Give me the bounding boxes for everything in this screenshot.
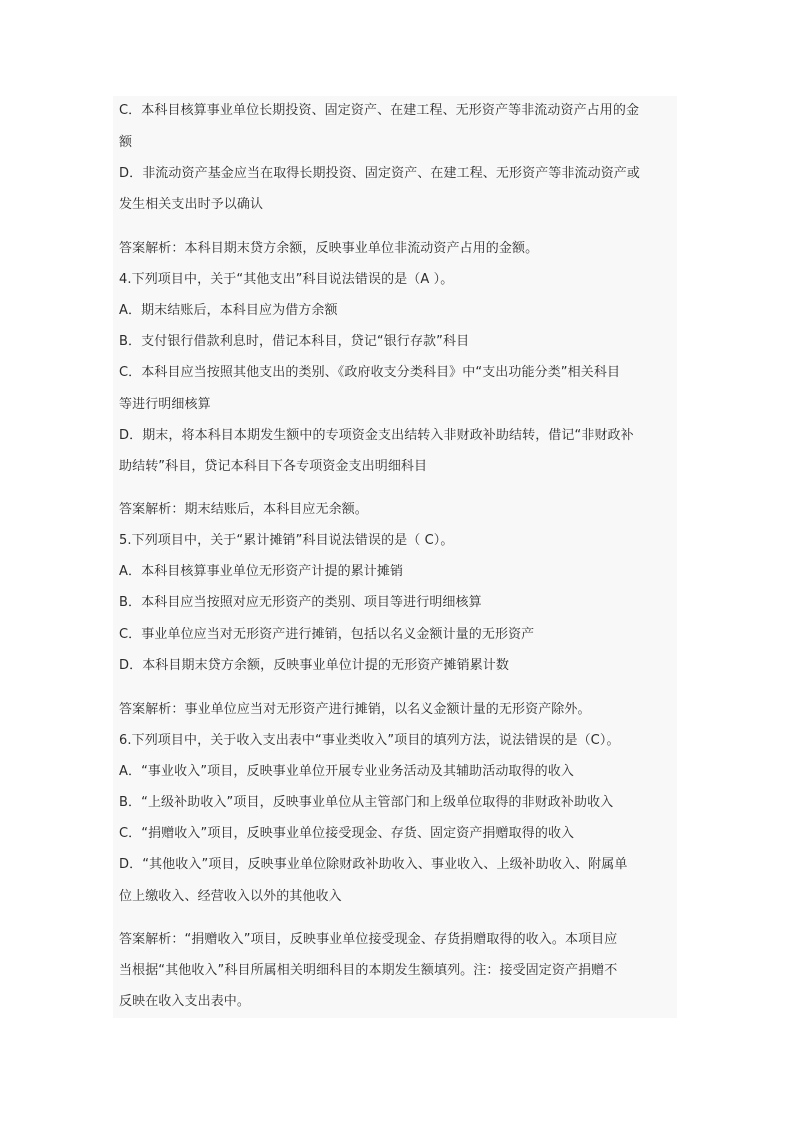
q6-option-b: B．“上级补助收入”项目，反映事业单位从主管部门和上级单位取得的非财政补助收入 bbox=[119, 795, 614, 810]
answer-analysis-5: 答案解析：事业单位应当对无形资产进行摊销，以名义金额计量的无形资产除外。 bbox=[119, 702, 591, 717]
question-4: 4.下列项目中，关于“其他支出”科目说法错误的是（A ）。 bbox=[119, 272, 454, 287]
q4-option-d-line-1: D．期末，将本科目本期发生额中的专项资金支出结转入非财政补助结转，借记“非财政补 bbox=[119, 428, 634, 443]
q4-option-d-line-2: 助结转”科目，贷记本科目下各专项资金支出明细科目 bbox=[119, 459, 428, 474]
q4-option-a: A．期末结账后，本科目应为借方余额 bbox=[119, 303, 338, 318]
answer-analysis-6-line-2: 当根据“其他收入”科目所属相关明细科目的本期发生额填列。注：接受固定资产捐赠不 bbox=[119, 963, 618, 978]
answer-analysis-6-line-3: 反映在收入支出表中。 bbox=[119, 994, 251, 1009]
option-d-line-1: D．非流动资产基金应当在取得长期投资、固定资产、在建工程、无形资产等非流动资产或 bbox=[119, 166, 641, 181]
option-c-line-1: C．本科目核算事业单位长期投资、固定资产、在建工程、无形资产等非流动资产占用的金 bbox=[119, 103, 640, 118]
q6-option-c: C．“捐赠收入”项目，反映事业单位接受现金、存货、固定资产捐赠取得的收入 bbox=[119, 826, 575, 841]
q4-option-b: B．支付银行借款利息时，借记本科目，贷记“银行存款”科目 bbox=[119, 334, 470, 349]
answer-analysis-3: 答案解析：本科目期末贷方余额，反映事业单位非流动资产占用的金额。 bbox=[119, 241, 539, 256]
q4-option-c-line-1: C．本科目应当按照其他支出的类别、《政府收支分类科目》中“支出功能分类”相关科目 bbox=[119, 365, 621, 380]
q5-option-c: C．事业单位应当对无形资产进行摊销，包括以名义金额计量的无形资产 bbox=[119, 627, 535, 642]
answer-analysis-4: 答案解析：期末结账后，本科目应无余额。 bbox=[119, 502, 368, 517]
answer-analysis-6-line-1: 答案解析：“捐赠收入”项目，反映事业单位接受现金、存货捐赠取得的收入。本项目应 bbox=[119, 932, 618, 947]
document-content bbox=[113, 96, 677, 1018]
q5-option-d: D．本科目期末贷方余额，反映事业单位计提的无形资产摊销累计数 bbox=[119, 658, 510, 673]
q5-option-a: A．本科目核算事业单位无形资产计提的累计摊销 bbox=[119, 564, 404, 579]
q6-option-d-line-1: D．“其他收入”项目，反映事业单位除财政补助收入、事业收入、上级补助收入、附属单 bbox=[119, 857, 628, 872]
option-c-line-2: 额 bbox=[119, 135, 133, 150]
q5-option-b: B．本科目应当按照对应无形资产的类别、项目等进行明细核算 bbox=[119, 595, 482, 610]
q6-option-d-line-2: 位上缴收入、经营收入以外的其他收入 bbox=[119, 889, 342, 904]
q6-option-a: A．“事业收入”项目，反映事业单位开展专业业务活动及其辅助活动取得的收入 bbox=[119, 764, 574, 779]
question-5: 5.下列项目中，关于“累计摊销”科目说法错误的是（ C）。 bbox=[119, 533, 454, 548]
question-6: 6.下列项目中，关于收入支出表中“事业类收入”项目的填列方法，说法错误的是（C）。 bbox=[119, 733, 620, 748]
option-d-line-2: 发生相关支出时予以确认 bbox=[119, 197, 264, 212]
q4-option-c-line-2: 等进行明细核算 bbox=[119, 397, 211, 412]
